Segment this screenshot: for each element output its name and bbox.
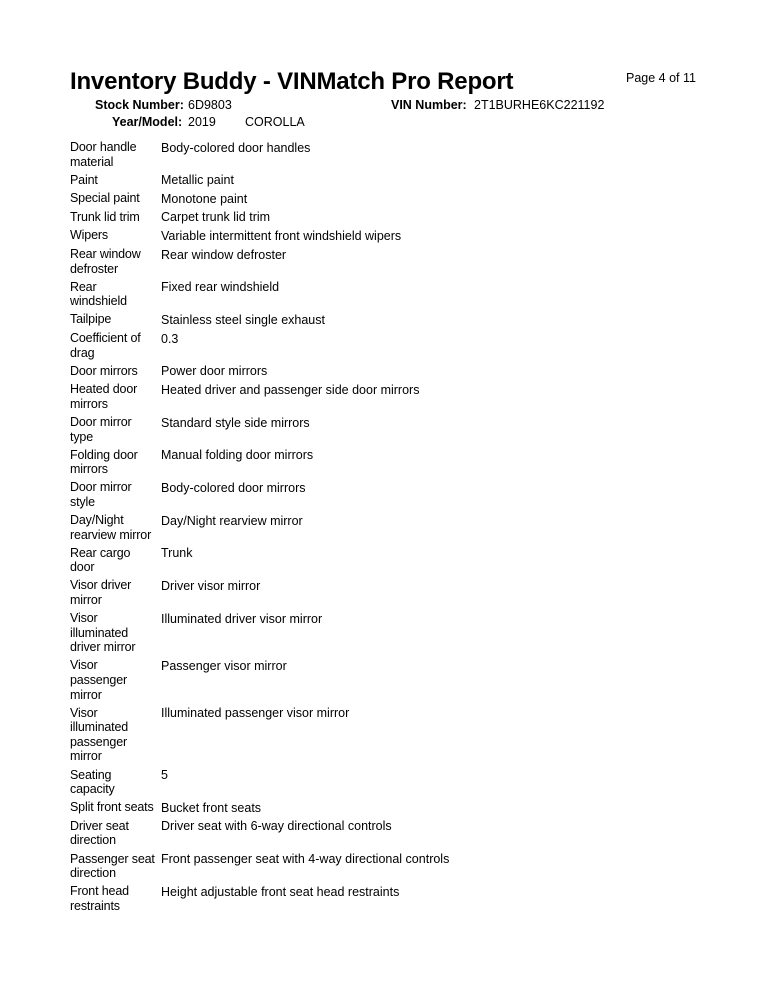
year-model-label: Year/Model: — [112, 115, 183, 129]
spec-value: Front passenger seat with 4-way directional controls — [161, 852, 450, 867]
spec-name: Door mirror style — [70, 480, 132, 509]
spec-value: Variable intermittent front windshield wipers — [161, 228, 402, 243]
spec-row — [70, 578, 730, 607]
spec-value: Heated driver and passenger side door mirrors — [161, 382, 420, 397]
page-number: Page 4 of 11 — [626, 71, 696, 85]
spec-name: Front head restraints — [70, 884, 129, 913]
spec-name: Wipers — [70, 228, 108, 243]
spec-row — [70, 513, 730, 542]
spec-name: Split front seats — [70, 800, 154, 815]
spec-name: Day/Night rearview mirror — [70, 513, 152, 542]
spec-row — [70, 852, 730, 881]
spec-value: Manual folding door mirrors — [161, 448, 314, 463]
spec-row — [70, 247, 730, 276]
spec-row — [70, 210, 730, 225]
spec-row — [70, 364, 730, 379]
spec-row — [70, 228, 730, 243]
spec-name: Heated door mirrors — [70, 382, 138, 411]
spec-name: Visor driver mirror — [70, 578, 132, 608]
spec-value: Driver seat with 6-way directional controls — [161, 819, 392, 834]
spec-row — [70, 884, 730, 913]
vin-number-label: VIN Number: — [391, 98, 467, 112]
spec-name: Tailpipe — [70, 312, 112, 327]
spec-value: 0.3 — [161, 331, 179, 346]
spec-value: Body-colored door mirrors — [161, 480, 306, 495]
spec-row — [70, 140, 730, 169]
spec-name: Special paint — [70, 191, 140, 206]
spec-name: Seating capacity — [70, 767, 115, 797]
spec-row — [70, 768, 730, 797]
spec-value: Driver visor mirror — [161, 578, 261, 593]
spec-row — [70, 312, 730, 327]
spec-value: Illuminated driver visor mirror — [161, 611, 323, 626]
spec-name: Trunk lid trim — [70, 209, 140, 224]
spec-value: Carpet trunk lid trim — [161, 210, 271, 225]
spec-name: Paint — [70, 172, 98, 187]
spec-value: Passenger visor mirror — [161, 658, 287, 673]
spec-row — [70, 611, 730, 655]
spec-value: Body-colored door handles — [161, 140, 311, 155]
stock-number-label: Stock Number: — [95, 98, 184, 112]
spec-value: Height adjustable front seat head restraints — [161, 884, 400, 899]
spec-name: Driver seat direction — [70, 818, 129, 848]
spec-name: Door mirror type — [70, 415, 132, 444]
spec-name: Visor illuminated driver mirror — [70, 611, 136, 655]
vin-number-value: 2T1BURHE6KC221192 — [474, 98, 605, 112]
spec-row — [70, 382, 730, 411]
spec-list — [70, 140, 730, 917]
report-title: Inventory Buddy - VINMatch Pro Report — [70, 68, 514, 95]
spec-name: Passenger seat direction — [70, 851, 155, 881]
spec-value: Day/Night rearview mirror — [161, 513, 303, 528]
spec-row — [70, 415, 730, 444]
spec-name: Visor illuminated passenger mirror — [70, 705, 129, 764]
spec-value: Power door mirrors — [161, 364, 268, 379]
spec-row — [70, 819, 730, 848]
spec-value: Illuminated passenger visor mirror — [161, 706, 350, 721]
spec-row — [70, 546, 730, 575]
spec-value: Standard style side mirrors — [161, 415, 310, 430]
spec-name: Folding door mirrors — [70, 447, 138, 477]
spec-value: Rear window defroster — [161, 247, 287, 262]
spec-row — [70, 280, 730, 309]
spec-row — [70, 191, 730, 206]
year-value: 2019 — [188, 115, 216, 129]
spec-value: Monotone paint — [161, 191, 248, 206]
spec-value: 5 — [161, 768, 168, 783]
spec-value: Trunk — [161, 546, 193, 561]
spec-value: Metallic paint — [161, 173, 234, 188]
spec-row — [70, 480, 730, 509]
spec-value: Bucket front seats — [161, 800, 262, 815]
spec-name: Visor passenger mirror — [70, 658, 128, 702]
spec-row — [70, 658, 730, 702]
spec-row — [70, 706, 730, 764]
spec-row — [70, 448, 730, 477]
spec-name: Door handle material — [70, 140, 137, 169]
spec-name: Rear window defroster — [70, 247, 141, 276]
spec-row — [70, 800, 730, 815]
stock-number-value: 6D9803 — [188, 98, 232, 112]
spec-row — [70, 331, 730, 360]
spec-value: Fixed rear windshield — [161, 280, 280, 295]
spec-name: Rear cargo door — [70, 545, 131, 575]
spec-name: Door mirrors — [70, 363, 138, 378]
spec-name: Coefficient of drag — [70, 331, 141, 360]
spec-value: Stainless steel single exhaust — [161, 312, 325, 327]
spec-name: Rear windshield — [70, 279, 127, 309]
model-value: COROLLA — [245, 115, 305, 129]
spec-row — [70, 173, 730, 188]
